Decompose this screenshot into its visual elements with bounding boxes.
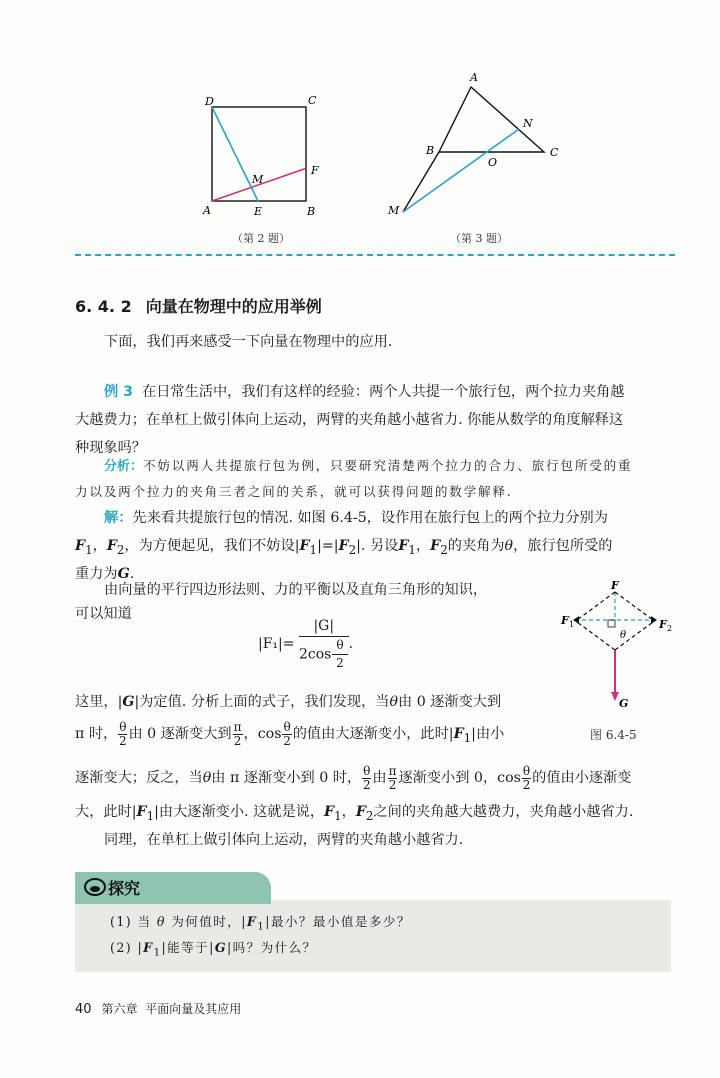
- figure-triangle: [380, 68, 570, 228]
- chapter-title: 平面向量及其应用: [145, 1002, 242, 1016]
- solution-label: 解：: [104, 510, 133, 526]
- para2-line-2: π 时， $\frac{\theta}{2}$ 由 0 逐渐变大到 $\frac{\pi}{2}$ ，cos $\frac{\theta}{2}$ 的值由大逐渐变小，此时$|F_1|$由小: [75, 719, 505, 748]
- label-f1: F: [561, 614, 569, 627]
- label-d: D: [205, 95, 214, 108]
- figure-square: [195, 85, 335, 225]
- label-b: B: [307, 205, 316, 218]
- caption-fig645: 图 6.4-5: [590, 728, 637, 742]
- figure-force-diagram: [555, 578, 685, 708]
- label-f: F: [311, 164, 319, 177]
- para2-line-1: 这里，|G|为定值. 分析上面的式子，我们发现，当θ由 0 逐渐变大到: [75, 694, 502, 710]
- label-e: E: [254, 205, 263, 218]
- solution-line-2: $F_1$，$F_2$，为方便起见，我们不妨设$|F_1|=|F_2|$. 另设$F_1$，$F_2$的夹角为θ，旅行包所受的: [75, 538, 613, 557]
- label-f1-sub: 1: [569, 620, 575, 629]
- label-m: M: [388, 204, 400, 217]
- label-theta: θ: [620, 630, 627, 641]
- para2-line-3: 逐渐变大；反之，当θ由 π 逐渐变小到 0 时， $\frac{\theta}{2}$ 由 $\frac{\pi}{2}$ 逐渐变小到 0，cos $\frac{\theta}{2}$ 的值由小逐渐变: [75, 763, 632, 792]
- section-divider: [75, 254, 675, 256]
- derive-line-1: 由向量的平行四边形法则、力的平衡以及直角三角形的知识，: [104, 582, 488, 598]
- para2-line-4: 大，此时$|F_1|$由大逐渐变小. 这就是说，$F_1$，$F_2$之间的夹角越大越费力，夹角越小越省力.: [75, 804, 634, 823]
- label-m: M: [252, 173, 264, 186]
- label-o: O: [488, 156, 498, 169]
- section-heading: [75, 294, 322, 317]
- chapter-label: 第六章: [101, 1002, 138, 1016]
- caption-fig3: （第 3 题）: [450, 232, 508, 245]
- label-g: G: [619, 697, 629, 708]
- label-a: A: [470, 71, 478, 84]
- analysis-label: 分析：: [104, 459, 144, 474]
- example-line-1: 例 3 在日常生活中，我们有这样的经验：两个人共提一个旅行包，两个拉力夹角越: [104, 384, 625, 400]
- label-n: N: [523, 117, 533, 130]
- explore-question-1: (1) 当 θ 为何值时，$|F_1|$最小？最小值是多少？: [110, 914, 411, 933]
- example-label: 例 3: [104, 384, 133, 400]
- section-title: 向量在物理中的应用举例: [145, 297, 322, 316]
- label-c: C: [308, 94, 317, 107]
- solution-line-1: 解：先来看共提旅行包的情况. 如图 6.4-5，设作用在旅行包上的两个拉力分别为: [104, 510, 608, 526]
- explore-icon: [84, 876, 106, 898]
- explore-title: 探究: [108, 879, 141, 898]
- para2-line-5: 同理，在单杠上做引体向上运动，两臂的夹角越小越省力.: [104, 832, 464, 848]
- page-footer: [75, 1000, 241, 1017]
- label-f2-sub: 2: [667, 624, 673, 633]
- page-number: 40: [75, 1002, 92, 1017]
- solution-line-3: 重力为G.: [75, 566, 135, 582]
- analysis-line-1: 分析：不妨以两人共提旅行包为例，只要研究清楚两个拉力的合力、旅行包所受的重: [104, 458, 633, 474]
- intro-text: 下面，我们再来感受一下向量在物理中的应用.: [104, 334, 393, 350]
- example-line-3: 种现象吗？: [75, 440, 146, 456]
- derive-line-2: 可以知道: [75, 606, 132, 622]
- label-f: F: [611, 579, 619, 592]
- example-line-2: 大越费力；在单杠上做引体向上运动，两臂的夹角越小越省力. 你能从数学的角度解释这: [75, 412, 624, 428]
- label-f2: F: [659, 618, 667, 631]
- formula: |F₁|= |G| 2cos $\frac{\theta}{2}$ .: [258, 618, 354, 670]
- explore-question-2: (2) $|F_1|$能等于|G|吗？为什么？: [110, 940, 317, 959]
- label-b: B: [426, 144, 435, 157]
- section-number: 6. 4. 2: [75, 297, 132, 316]
- analysis-line-2: 力以及两个拉力的夹角三者之间的关系，就可以获得问题的数学解释.: [75, 484, 513, 499]
- label-a: A: [203, 204, 211, 217]
- label-c: C: [550, 146, 559, 159]
- caption-fig2: （第 2 题）: [232, 232, 290, 245]
